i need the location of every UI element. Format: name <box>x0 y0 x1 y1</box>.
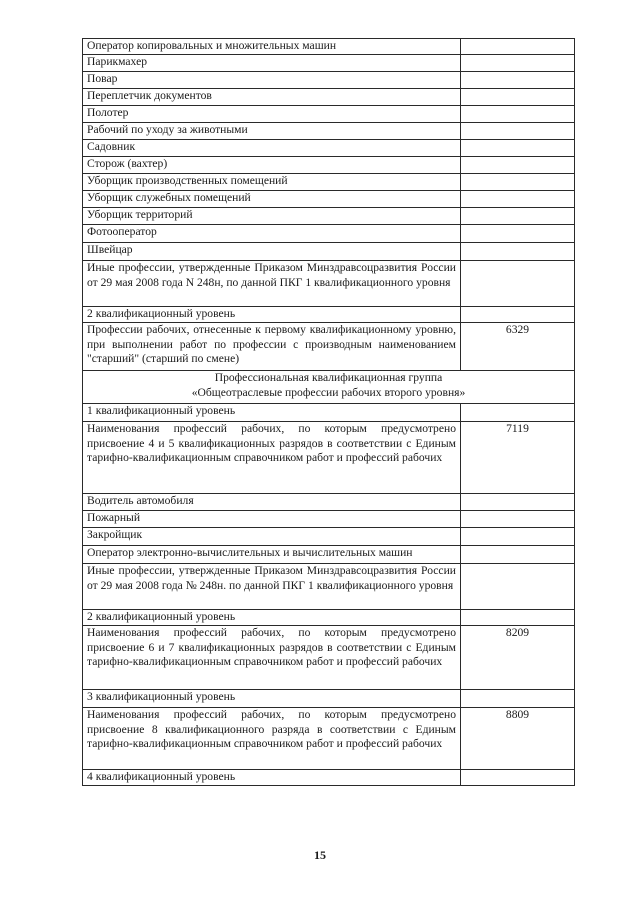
profession-name: Уборщик территорий <box>83 208 461 225</box>
profession-name: Уборщик служебных помещений <box>83 191 461 208</box>
table-row <box>83 371 575 404</box>
profession-name: Швейцар <box>83 243 461 261</box>
profession-description: Профессии рабочих, отнесенные к первому квалификационному уровню, при выполнении работ по профессии с производным наименованием "старший" (старший по смене) <box>83 323 461 371</box>
other-professions-note: Иные профессии, утвержденные Приказом Минздравсоцразвития России от 29 мая 2008 года № 248н. по данной ПКГ 1 квалификационного уровня <box>83 564 461 610</box>
value-cell <box>461 261 575 307</box>
group-heading <box>83 371 575 404</box>
value-cell <box>461 528 575 546</box>
value-cell <box>461 307 575 323</box>
qualification-level-heading: 2 квалификационный уровень <box>83 307 461 323</box>
value-cell <box>461 123 575 140</box>
table-row <box>83 208 575 225</box>
profession-name: Повар <box>83 72 461 89</box>
value-cell <box>461 610 575 626</box>
group-heading-line-1: Профессиональная квалификационная группа <box>214 371 443 384</box>
group-heading-line-2: «Общеотраслевые профессии рабочих второго уровня» <box>191 385 466 399</box>
value-cell <box>461 89 575 106</box>
salary-value: 8809 <box>461 708 575 770</box>
table-row <box>83 174 575 191</box>
value-cell <box>461 404 575 422</box>
profession-name: Пожарный <box>83 511 461 528</box>
salary-value: 6329 <box>461 323 575 371</box>
value-cell <box>461 55 575 72</box>
value-cell <box>461 72 575 89</box>
table-row <box>83 123 575 140</box>
qualification-level-heading: 3 квалификационный уровень <box>83 690 461 708</box>
table-row <box>83 225 575 243</box>
value-cell <box>461 106 575 123</box>
table-row <box>83 307 575 323</box>
value-cell <box>461 511 575 528</box>
qualification-level-heading: 1 квалификационный уровень <box>83 404 461 422</box>
table-row <box>83 323 575 371</box>
table-row <box>83 157 575 174</box>
table-row <box>83 89 575 106</box>
value-cell <box>461 494 575 511</box>
value-cell <box>461 191 575 208</box>
table-row <box>83 422 575 494</box>
value-cell <box>461 690 575 708</box>
value-cell <box>461 546 575 564</box>
profession-description: Наименования профессий рабочих, по которым предусмотрено присвоение 4 и 5 квалификационных разрядов в соответствии с Единым тарифно-квалификационным справочником работ и профессий рабочих <box>83 422 461 494</box>
value-cell <box>461 174 575 191</box>
salary-value: 7119 <box>461 422 575 494</box>
profession-name: Оператор копировальных и множительных машин <box>83 39 461 55</box>
table-row <box>83 610 575 626</box>
value-cell <box>461 208 575 225</box>
salary-table <box>82 38 575 786</box>
table-row <box>83 261 575 307</box>
table-row <box>83 39 575 55</box>
table-row <box>83 72 575 89</box>
value-cell <box>461 157 575 174</box>
table-row <box>83 770 575 786</box>
table-row <box>83 690 575 708</box>
salary-value: 8209 <box>461 626 575 690</box>
table-row <box>83 106 575 123</box>
other-professions-note: Иные профессии, утвержденные Приказом Минздравсоцразвития России от 29 мая 2008 года N 248н, по данной ПКГ 1 квалификационного уровня <box>83 261 461 307</box>
profession-name: Закройщик <box>83 528 461 546</box>
profession-name: Сторож (вахтер) <box>83 157 461 174</box>
table-row <box>83 55 575 72</box>
profession-description: Наименования профессий рабочих, по которым предусмотрено присвоение 8 квалификационного разряда в соответствии с Единым тарифно-квалификационным справочником работ и профессий рабочих <box>83 708 461 770</box>
profession-name: Полотер <box>83 106 461 123</box>
profession-name: Рабочий по уходу за животными <box>83 123 461 140</box>
value-cell <box>461 140 575 157</box>
table-row <box>83 140 575 157</box>
value-cell <box>461 39 575 55</box>
table-row <box>83 243 575 261</box>
profession-name: Уборщик производственных помещений <box>83 174 461 191</box>
table-row <box>83 528 575 546</box>
qualification-level-heading: 2 квалификационный уровень <box>83 610 461 626</box>
value-cell <box>461 243 575 261</box>
table-row <box>83 511 575 528</box>
page-number: 15 <box>314 848 326 862</box>
value-cell <box>461 225 575 243</box>
table-row <box>83 191 575 208</box>
profession-name: Фотооператор <box>83 225 461 243</box>
profession-description: Наименования профессий рабочих, по которым предусмотрено присвоение 6 и 7 квалификационных разрядов в соответствии с Единым тарифно-квалификационным справочником работ и профессий рабочих <box>83 626 461 690</box>
profession-name: Парикмахер <box>83 55 461 72</box>
table-row <box>83 494 575 511</box>
table-row <box>83 404 575 422</box>
table-row <box>83 546 575 564</box>
value-cell <box>461 770 575 786</box>
table-row <box>83 708 575 770</box>
table-row <box>83 564 575 610</box>
table-row <box>83 626 575 690</box>
profession-name: Оператор электронно-вычислительных и вычислительных машин <box>83 546 461 564</box>
profession-name: Водитель автомобиля <box>83 494 461 511</box>
qualification-level-heading: 4 квалификационный уровень <box>83 770 461 786</box>
profession-name: Переплетчик документов <box>83 89 461 106</box>
profession-name: Садовник <box>83 140 461 157</box>
value-cell <box>461 564 575 610</box>
